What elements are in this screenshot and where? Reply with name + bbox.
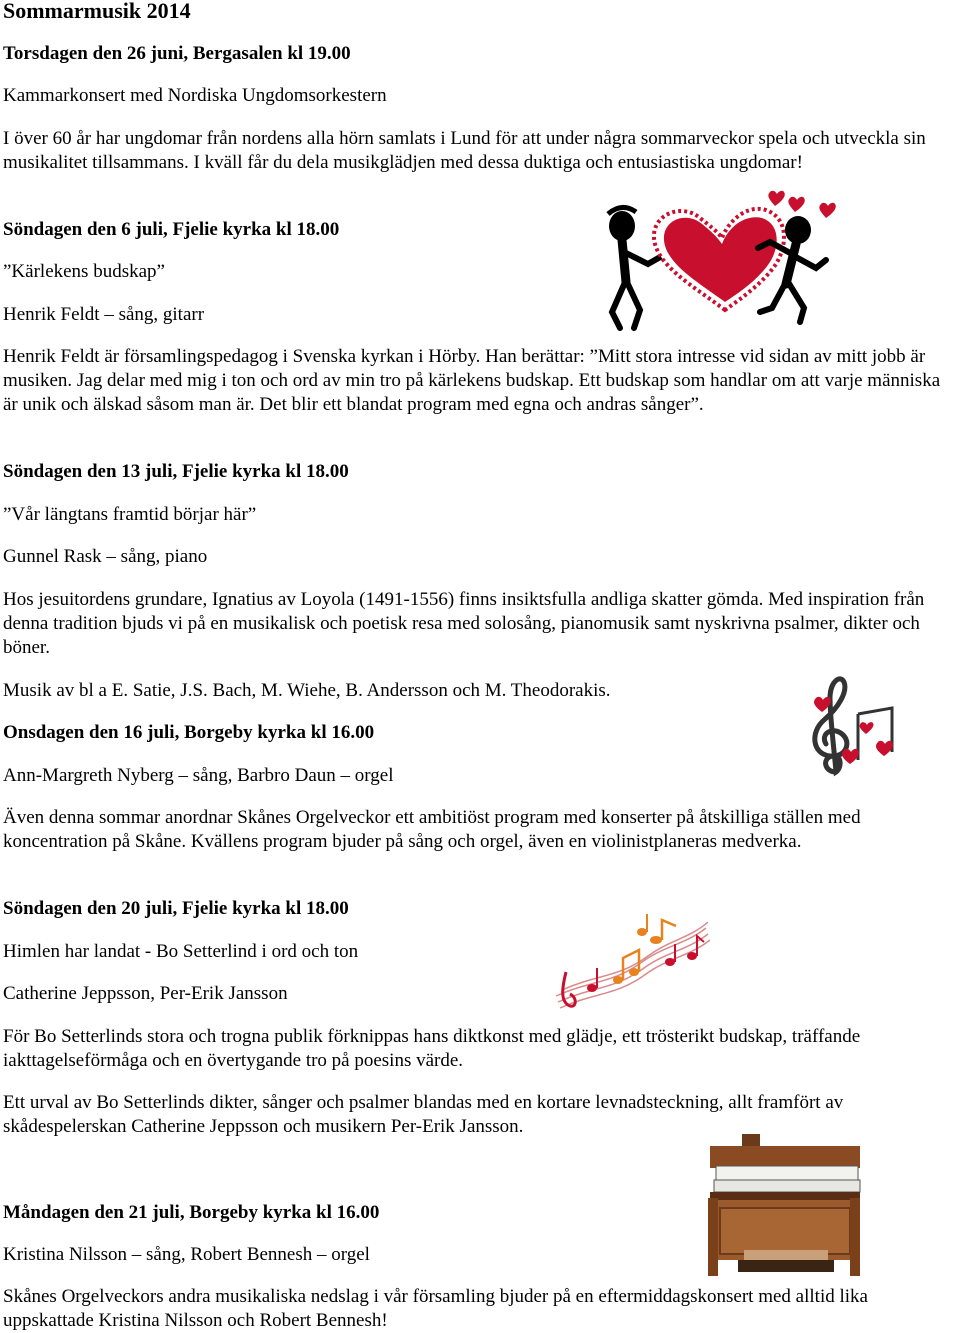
event-line: Kristina Nilsson – sång, Robert Bennesh – orgel — [3, 1244, 370, 1265]
event-paragraph: Musik av bl a E. Satie, J.S. Bach, M. Wiehe, B. Andersson och M. Theodorakis. — [3, 680, 611, 701]
event-paragraph: Henrik Feldt är församlingspedagog i Svenska kyrkan i Hörby. Han berättar: ”Mitt stora intresse vid sidan av mitt jobb är musiken. Jag delar med mig i ton och ord av min tro på kärlekens budskap. Ett budskap som handlar om att varje människa är unik och älskad såsom man är. Det blir ett blandat program med egna och andras sånger”. — [3, 346, 941, 415]
event-heading: Söndagen den 20 juli, Fjelie kyrka kl 18.00 — [3, 898, 349, 919]
event-heading: Torsdagen den 26 juni, Bergasalen kl 19.00 — [3, 43, 351, 64]
event-heading: Söndagen den 13 juli, Fjelie kyrka kl 18.00 — [3, 461, 349, 482]
page-title: Sommarmusik 2014 — [3, 0, 191, 23]
event-line: Catherine Jeppsson, Per-Erik Jansson — [3, 983, 288, 1004]
event-paragraph: I över 60 år har ungdomar från nordens alla hörn samlats i Lund för att under några sommarveckor spela och utveckla sin musikalitet tillsammans. I kväll får du dela musikglädjen med dessa duktiga och entusiastiska ungdomar! — [3, 128, 926, 173]
event-paragraph: För Bo Setterlinds stora och trogna publik förknippas hans diktkonst med glädje, ett trösterikt budskap, träffande iakttagelseförmåga och en övertygande tro på poesins värde. — [3, 1026, 861, 1071]
organ-icon — [704, 1130, 864, 1284]
event-paragraph: Även denna sommar anordnar Skånes Orgelveckor ett ambitiöst program med konserter på åtskilliga ställen med koncentration på Skåne. Kvällens program bjuder på sång och orgel, även en violinistplaneras medverka. — [3, 807, 861, 852]
event-line: Henrik Feldt – sång, gitarr — [3, 304, 205, 325]
event-line: ”Vår längtans framtid börjar här” — [3, 504, 257, 525]
heart-couple-icon — [600, 182, 840, 332]
treble-clef-hearts-icon — [800, 668, 906, 780]
event-heading: Söndagen den 6 juli, Fjelie kyrka kl 18.00 — [3, 219, 340, 240]
event-line: Himlen har landat - Bo Setterlind i ord och ton — [3, 941, 359, 962]
event-paragraph: Ett urval av Bo Setterlinds dikter, sånger och psalmer blandas med en kortare levnadsteckning, allt framfört av skådespelerskan Catherine Jeppsson och musikern Per-Erik Jansson. — [3, 1092, 844, 1137]
event-line: Kammarkonsert med Nordiska Ungdomsorkestern — [3, 85, 387, 106]
event-heading: Onsdagen den 16 juli, Borgeby kyrka kl 16.00 — [3, 722, 375, 743]
event-line: ”Kärlekens budskap” — [3, 261, 165, 282]
music-notes-staff-icon — [552, 910, 710, 1014]
event-paragraph: Hos jesuitordens grundare, Ignatius av Loyola (1491-1556) finns insiktsfulla andliga skatter gömda. Med inspiration från denna tradition bjuds vi på en musikalisk och poetisk resa med solosång, pianomusik samt nyskrivna psalmer, dikter och böner. — [3, 589, 925, 658]
event-line: Ann-Margreth Nyberg – sång, Barbro Daun – orgel — [3, 765, 394, 786]
event-heading: Måndagen den 21 juli, Borgeby kyrka kl 16.00 — [3, 1202, 380, 1223]
event-paragraph: Skånes Orgelveckors andra musikaliska nedslag i vår församling bjuder på en eftermiddagskonsert med alltid lika uppskattade Kristina Nilsson och Robert Bennesh! — [3, 1286, 868, 1331]
event-line: Gunnel Rask – sång, piano — [3, 546, 208, 567]
